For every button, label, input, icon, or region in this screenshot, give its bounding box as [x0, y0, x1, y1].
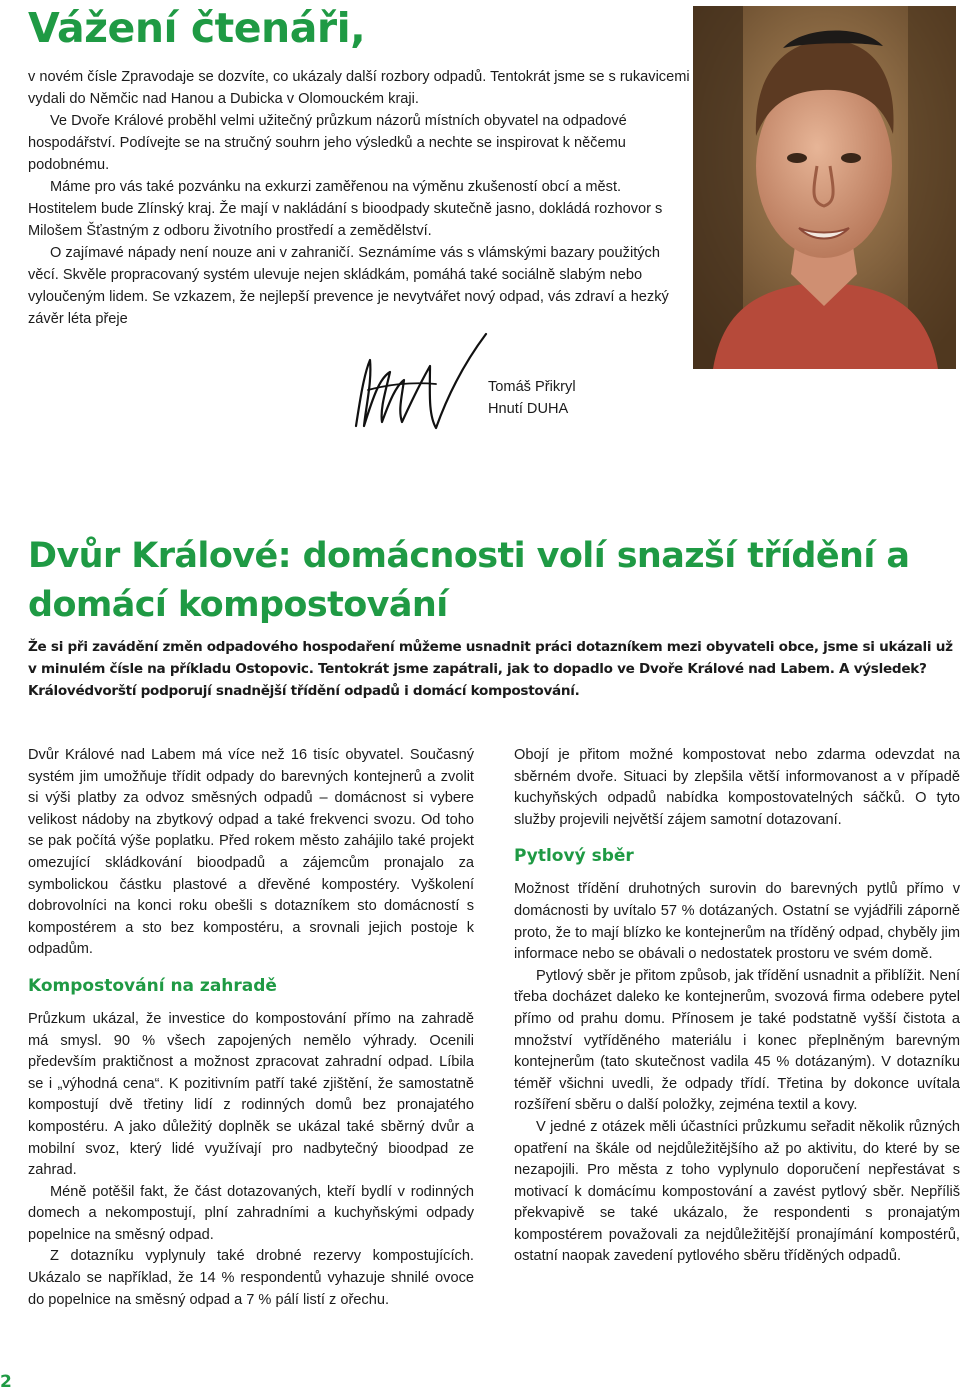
- editorial-paragraph: v novém čísle Zpravodaje se dozvíte, co ukázaly další rozbory odpadů. Tentokrát jsme se s rukavicemi vydali do Němčic nad Hanou a Dubicka v Olomouckém kraji.: [28, 69, 690, 107]
- author-portrait-photo: [693, 6, 956, 369]
- article-column-right: [514, 745, 960, 1268]
- page-number: 2: [0, 1372, 12, 1392]
- article-paragraph: Z dotazníku vyplynuly také drobné rezervy kompostujících. Ukázalo se například, že 14 % respondentů vyhazuje shnilé ovoce do popelnice na směsný odpad a 7 % pálí listí z ořechu.: [28, 1248, 474, 1308]
- article-paragraph: Průzkum ukázal, že investice do kompostování přímo na zahradě má smysl. 90 % všech zapojených nemělo výhrady. Ocenili především praktičnost a možnost zpracovat zahradní odpad. Líbila se i „výhodná cena“. K pozitivním patří také zjištění, že samostatně kompostují dvě třetiny lidí z rodinných domů bez pronajatého kompostéru. A jako důležitý doplněk se ukázal také sběrný dvůr a mobilní svoz, který lidé využívají pro nadbytečný bioodpad ze zahrad.: [28, 1010, 474, 1179]
- signer-name: Tomáš Přikryl: [488, 379, 576, 395]
- article-column-left: [28, 745, 474, 1311]
- signer-block: [488, 376, 576, 420]
- editorial-text: [28, 66, 690, 330]
- article-paragraph: Dvůr Králové nad Labem má více než 16 tisíc obyvatel. Současný systém jim umožňuje třídit odpady do barevných kontejnerů a zvolit si výši platby za odvoz směsných odpadů – domácnost si vybere velikost nádoby na zbytkový odpad a také frekvenci svozu. Od toho se pak počítá výše poplatku. Před rokem město zahájilo také projekt omezující skládkování bioodpadů a zájemcům pronajalo za symbolickou částku plastové a dřevěné kompostéry. Vyškolení dobrovolníci na konci roku obešli s dotazníkem sto domácností s kompostérem a sto bez kompostéru, a srovnali jejich postoje k odpadům.: [28, 747, 474, 958]
- article-paragraph: Možnost třídění druhotných surovin do barevných pytlů přímo v domácnosti by uvítalo 57 % dotázaných. Ostatní se vyjádřili záporně proto, že to mají blízko ke kontejnerům na tříděný odpad, chyběly jim informace nebo se obávali o nedostatek prostoru ve svém domě.: [514, 881, 960, 963]
- signer-organization: Hnutí DUHA: [488, 401, 569, 417]
- editorial-greeting: Vážení čtenáři,: [28, 4, 366, 52]
- article-headline: Dvůr Králové: domácnosti volí snazší třídění a domácí kompostování: [28, 536, 910, 625]
- editorial-paragraph: O zajímavé nápady není nouze ani v zahraničí. Seznámíme vás s vlámskými bazary použitých věcí. Skvěle propracovaný systém ulevuje nejen skládkám, pomáhá také sociálně slabým nebo vyloučeným lidem. Se vzkazem, že nejlepší prevence je nevytvářet nový odpad, vás zdraví a hezký závěr léta přeje: [28, 245, 669, 327]
- section-heading: Kompostování na zahradě: [28, 975, 277, 996]
- editorial-paragraph: Ve Dvoře Králové proběhl velmi užitečný průzkum názorů místních obyvatel na odpadové hospodářství. Podívejte se na stručný souhrn jeho výsledků a nechte se inspirovat k něčemu podobnému.: [28, 113, 627, 173]
- article-paragraph: Méně potěšil fakt, že část dotazovaných, kteří bydlí v rodinných domech a nekompostují, plní zahradními a kuchyňskými odpady popelnice na směsný odpad.: [28, 1183, 474, 1243]
- article-lead: Že si při zavádění změn odpadového hospodaření můžeme usnadnit práci dotazníkem mezi obyvateli obce, jsme si ukázali už v minulém čísle na příkladu Ostopovic. Tentokrát jsme zapátrali, jak to dopadlo ve Dvoře Králové nad Labem. A výsledek? Královédvorští podporují snadnější třídění odpadů i domácí kompostování.: [28, 639, 953, 699]
- author-signature: [350, 330, 490, 440]
- editorial-paragraph: Máme pro vás také pozvánku na exkurzi zaměřenou na výměnu zkušeností obcí a měst. Hostitelem bude Zlínský kraj. Že mají v nakládání s bioodpady skutečně jasno, dokládá rozhovor s Milošem Šťastným z odboru životního prostředí a zemědělství.: [28, 179, 663, 239]
- article-paragraph: V jedné z otázek měli účastníci průzkumu seřadit několik různých opatření na škále od nejdůležitějšího až po aktivitu, do které by se nezapojili. Pro města z toho vyplynulo doporučení nepřestávat s motivací k domácímu kompostování a zavést pytlový sběr. Nepříliš překvapivě se také ukázalo, že respondenti s pronajatým kompostérem považovali za nejdůležitější pronajímání kompostérů, ostatní naopak zavedení pytlového sběru tříděných odpadů.: [514, 1118, 960, 1265]
- article-paragraph: Pytlový sběr je přitom způsob, jak třídění usnadnit a přiblížit. Není třeba docházet daleko ke kontejnerům, svozová firma odebere pytel přímo od prahu domu. Přínosem je také podstatně vyšší čistota a množství vytříděného materiálu i konec přeplněným barevným kontejnerům (tato skutečnost vadila 45 % dotázaným). V dotazníku téměř všichni uvedli, že odpady třídí. Třetina by dokonce uvítala rozšíření sběru o další položky, zejména textil a kovy.: [514, 967, 960, 1114]
- section-heading: Pytlový sběr: [514, 846, 634, 867]
- article-paragraph: Obojí je přitom možné kompostovat nebo zdarma odevzdat na sběrném dvoře. Situaci by zlepšila větší informovanost a v případě kuchyňských odpadů nabídka kompostovatelných sáčků. O tyto služby projevili největší zájem samotní dotazovaní.: [514, 747, 960, 828]
